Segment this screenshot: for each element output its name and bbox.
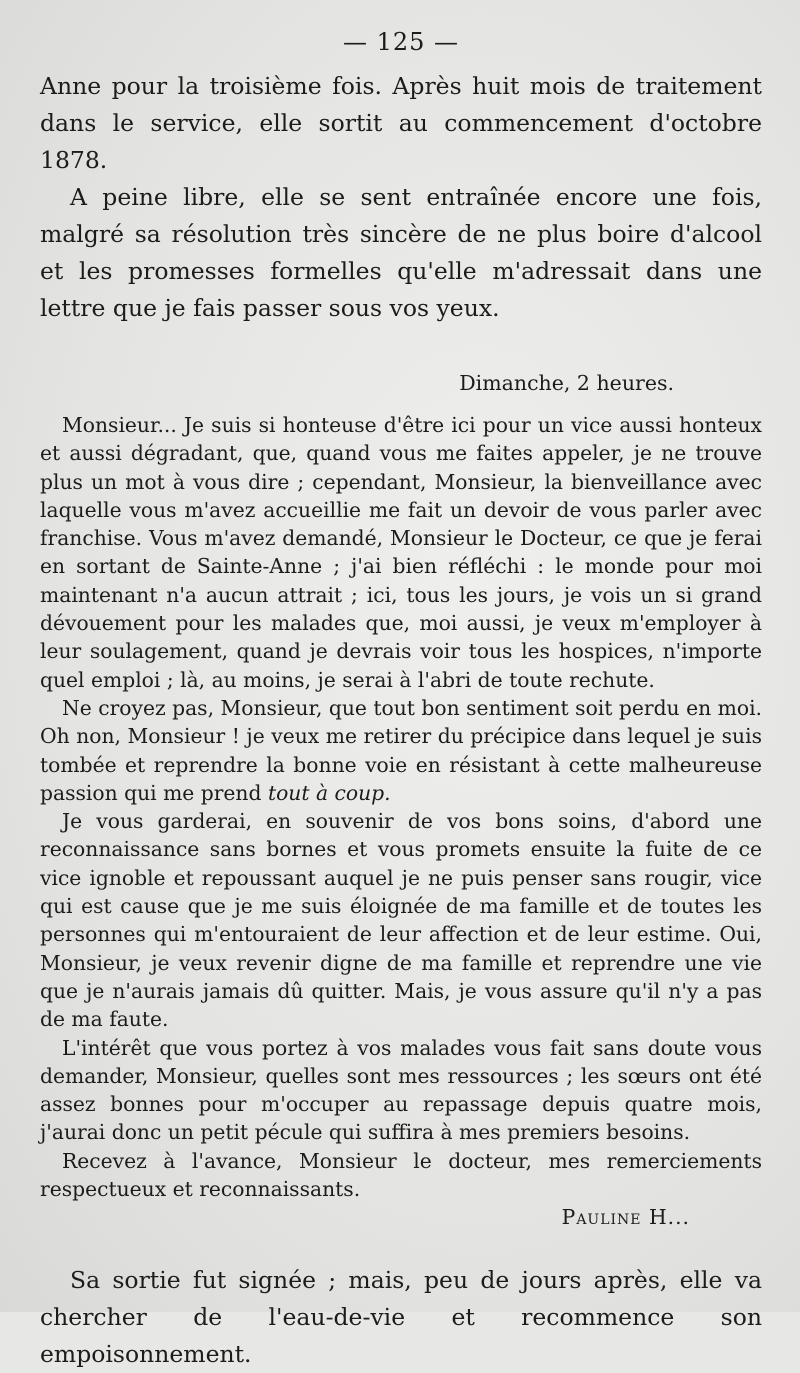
intro-paragraph-2: A peine libre, elle se sent entraînée encore une fois, malgré sa résolution très sincère de ne plus boire d'alcool et les promesses formelles qu'elle m'adressait dans une lettre que je fais passer sous vos yeux. bbox=[40, 183, 762, 322]
quoted-letter bbox=[40, 369, 762, 1232]
letter-paragraph-4: L'intérêt que vous portez à vos malades vous fait sans doute vous demander, Monsieur, quelles sont mes ressources ; les sœurs ont été assez bonnes pour m'occuper au repassage depuis quatre mois, j'aurai donc un petit pécule qui suffira à mes premiers besoins. bbox=[40, 1035, 762, 1145]
letter-paragraph-5 bbox=[40, 1147, 762, 1204]
letter-paragraph-2-text: Ne croyez pas, Monsieur, que tout bon sentiment soit perdu en moi. Oh non, Monsieur ! je veux me retirer du précipice dans lequel je suis tombée et reprendre la bonne voie en résistant à cette malheureuse passion qui me prend bbox=[40, 695, 762, 805]
closing-text bbox=[40, 1262, 762, 1373]
letter-paragraph-3: Je vous garderai, en souvenir de vos bons soins, d'abord une reconnaissance sans bornes et vous promets ensuite la fuite de ce vice ignoble et repoussant auquel je ne puis penser sans rougir, vice qui est cause que je me suis éloignée de ma famille et de toutes les personnes qui m'entouraient de leur affection et de leur estime. Oui, Monsieur, je veux revenir digne de ma famille et reprendre une vie que je n'aurais jamais dû quitter. Mais, je vous assure qu'il n'y a pas de ma faute. bbox=[40, 809, 762, 1032]
signature-line bbox=[40, 1203, 762, 1231]
letter-italic-phrase: tout à coup. bbox=[267, 780, 391, 805]
letter-paragraph-2 bbox=[40, 694, 762, 807]
page-number: — 125 — bbox=[342, 28, 460, 56]
letter-paragraph-1: Monsieur... Je suis si honteuse d'être ici pour un vice aussi honteux et aussi dégradant, que, quand vous me faites appeler, je ne trouve plus un mot à vous dire ; cependant, Monsieur, la bienveillance avec laquelle vous m'avez accueillie me fait un devoir de vous parler avec franchise. Vous m'avez demandé, Monsieur le Docteur, ce que je ferai en sortant de Sainte-Anne ; j'ai bien réfléchi : le monde pour moi maintenant n'a aucun attrait ; ici, tous les jours, je vois un si grand dévouement pour les malades que, moi aussi, je veux m'employer à leur soulagement, quand je devrais voir tous les hospices, n'importe quel emploi ; là, au moins, je serai à l'abri de toute rechute. bbox=[40, 413, 762, 692]
intro-text bbox=[40, 68, 762, 327]
letter-paragraph-5-text: Recevez à l'avance, Monsieur le docteur, mes remerciements respectueux et reconnaissants. bbox=[40, 1148, 762, 1202]
letter-signature: Pauline H... bbox=[561, 1205, 690, 1230]
closing-paragraph: Sa sortie fut signée ; mais, peu de jours après, elle va chercher de l'eau-de-vie et recommence son empoisonnement. bbox=[40, 1265, 762, 1368]
letter-dateline: Dimanche, 2 heures. bbox=[459, 371, 674, 395]
intro-paragraph-1: Anne pour la troisième fois. Après huit mois de traitement dans le service, elle sortit au commencement d'octobre 1878. bbox=[40, 72, 762, 174]
